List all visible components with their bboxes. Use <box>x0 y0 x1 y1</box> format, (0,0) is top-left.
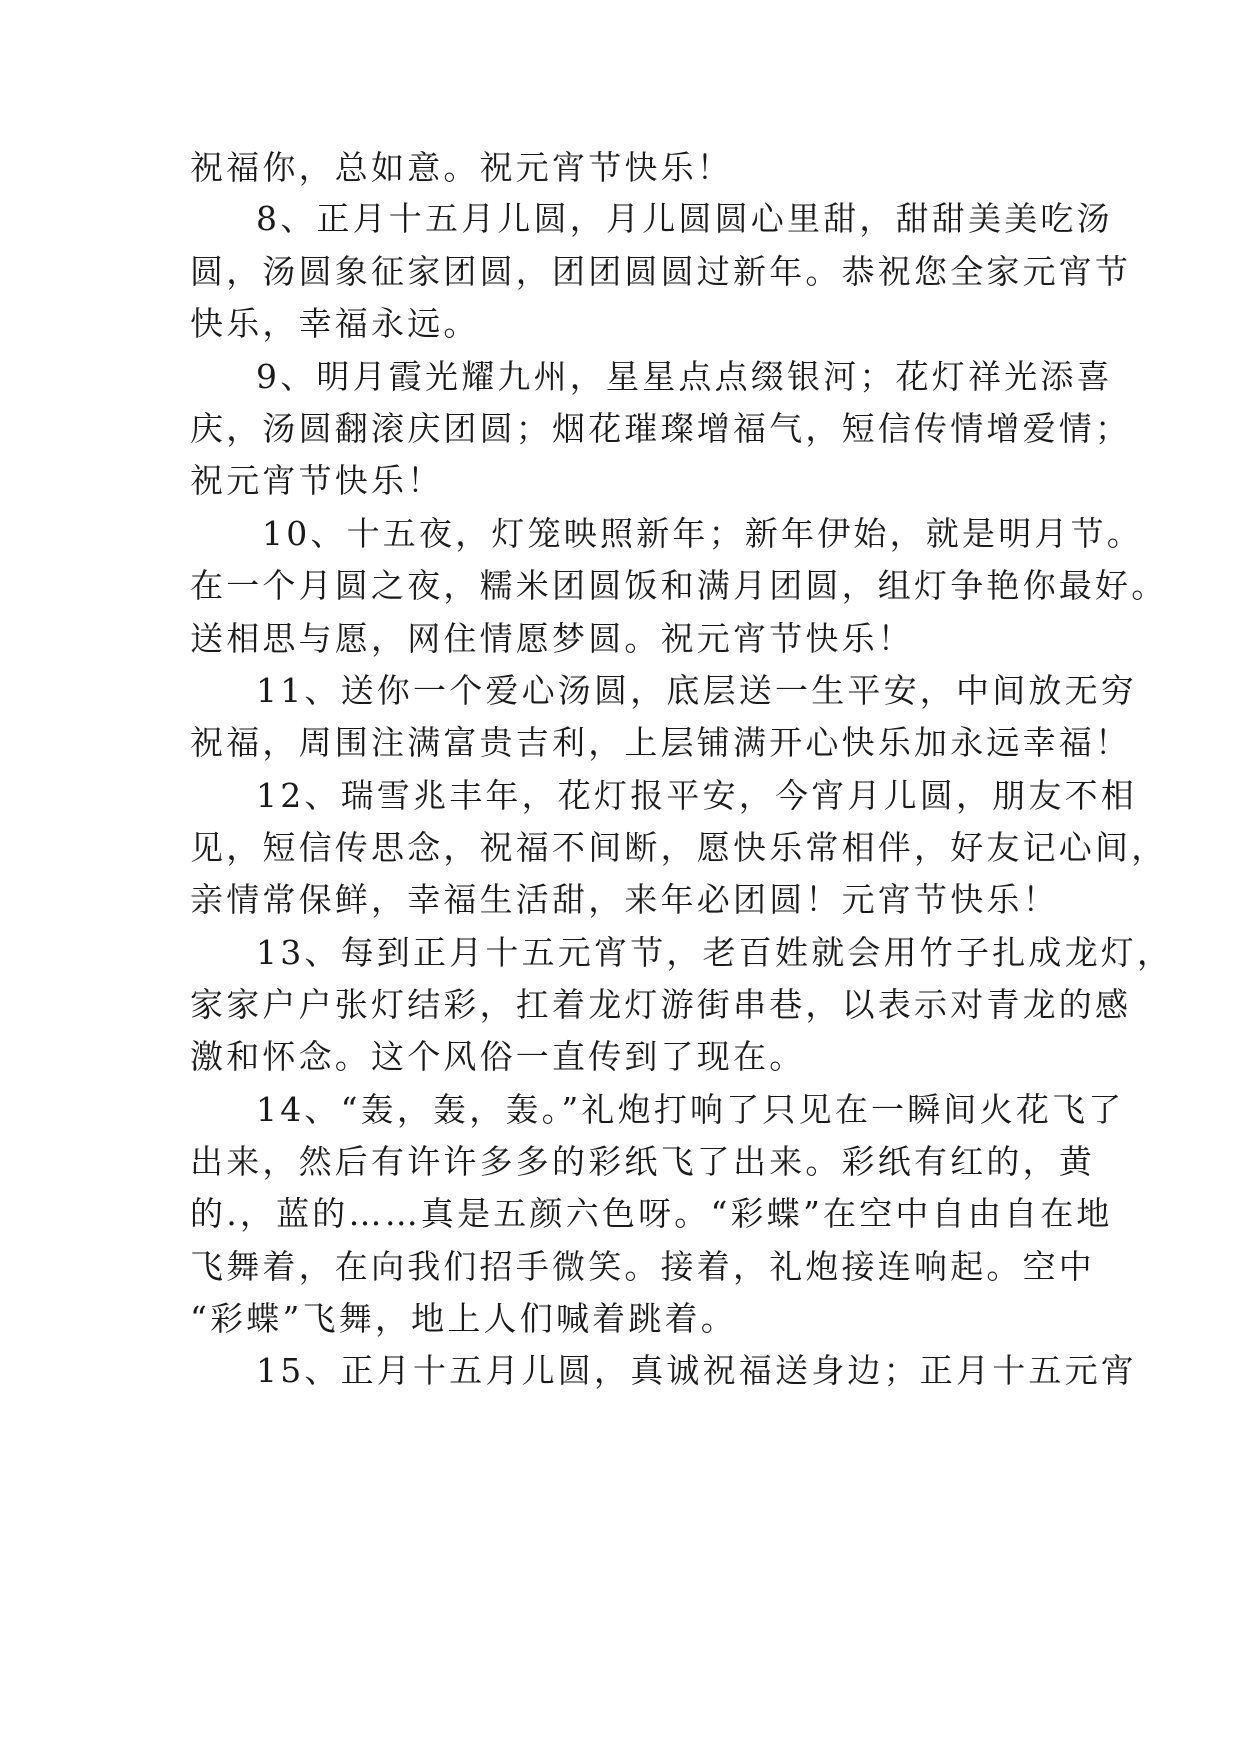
text-line: 的.，蓝的……真是五颜六色呀。“彩蝶”在空中自由自在地 <box>190 1194 1113 1233</box>
text-line: 见，短信传思念，祝福不间断，愿快乐常相伴，好友记心间， <box>190 828 1168 867</box>
text-line: 快乐，幸福永远。 <box>190 304 480 343</box>
text-line: 在一个月圆之夜，糯米团圆饭和满月团圆，组灯争艳你最好。 <box>190 566 1168 605</box>
text-line: 庆，汤圆翻滚庆团圆；烟花璀璨增福气，短信传情增爱情； <box>190 409 1132 448</box>
text-line: 出来，然后有许许多多的彩纸飞了出来。彩纸有红的，黄 <box>190 1142 1095 1181</box>
text-line: 激和怀念。这个风俗一直传到了现在。 <box>190 1037 806 1076</box>
text-line: 祝元宵节快乐！ <box>190 461 444 500</box>
text-line: 祝福你，总如意。祝元宵节快乐！ <box>190 148 733 187</box>
list-item-8-line-1: 8、正月十五月儿圆，月儿圆圆心里甜，甜甜美美吃汤 <box>256 199 1113 238</box>
text-line: 飞舞着，在向我们招手微笑。接着，礼炮接连响起。空中 <box>190 1247 1095 1286</box>
list-item-14-line-1: 14、“轰，轰，轰。”礼炮打响了只见在一瞬间火花飞了 <box>256 1090 1125 1129</box>
list-item-12-line-1: 12、瑞雪兆丰年，花灯报平安，今宵月儿圆，朋友不相 <box>256 776 1137 815</box>
text-line: 家家户户张灯结彩，扛着龙灯游街串巷，以表示对青龙的感 <box>190 985 1132 1024</box>
list-item-9-line-1: 9、明月霞光耀九州，星星点点缀银河；花灯祥光添喜 <box>256 357 1113 396</box>
text-line: 送相思与愿，网住情愿梦圆。祝元宵节快乐！ <box>190 619 914 658</box>
text-line: 圆，汤圆象征家团圆，团团圆圆过新年。恭祝您全家元宵节 <box>190 252 1132 291</box>
list-item-13-line-1: 13、每到正月十五元宵节，老百姓就会用竹子扎成龙灯， <box>256 933 1174 972</box>
text-line: 亲情常保鲜，幸福生活甜，来年必团圆！元宵节快乐！ <box>190 880 1059 919</box>
list-item-15-line-1: 15、正月十五月儿圆，真诚祝福送身边；正月十五元宵 <box>256 1351 1137 1390</box>
text-line: “彩蝶”飞舞，地上人们喊着跳着。 <box>190 1299 737 1338</box>
text-line: 祝福，周围注满富贵吉利，上层铺满开心快乐加永远幸福！ <box>190 723 1132 762</box>
list-item-10-line-1: 10、十五夜，灯笼映照新年；新年伊始，就是明月节。 <box>262 514 1143 553</box>
list-item-11-line-1: 11、送你一个爱心汤圆，底层送一生平安，中间放无穷 <box>256 671 1137 710</box>
